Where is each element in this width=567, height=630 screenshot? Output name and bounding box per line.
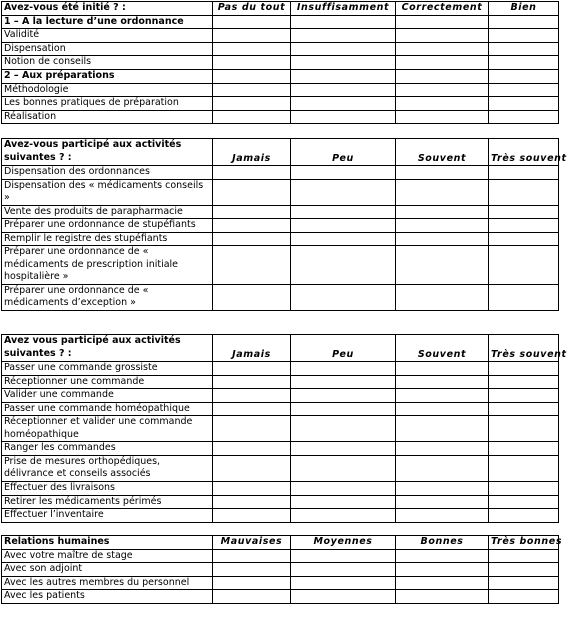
- row-label: Réceptionner une commande: [2, 375, 213, 389]
- rating-cell[interactable]: [213, 563, 291, 577]
- rating-cell[interactable]: [291, 42, 396, 56]
- rating-cell[interactable]: [291, 284, 396, 310]
- table-row: [2, 29, 559, 43]
- rating-cell[interactable]: [213, 232, 291, 246]
- activities-table-1: [1, 138, 567, 311]
- rating-cell[interactable]: [291, 402, 396, 416]
- rating-cell[interactable]: [213, 389, 291, 403]
- rating-cell[interactable]: [396, 442, 489, 456]
- table-row: [2, 563, 559, 577]
- column-header: Bien: [489, 2, 559, 16]
- column-header: Peu: [291, 139, 396, 166]
- rating-cell[interactable]: [291, 97, 396, 111]
- rating-cell[interactable]: [489, 389, 559, 403]
- table-row: [2, 416, 559, 442]
- rating-cell[interactable]: [396, 455, 489, 481]
- table-title: Avez-vous participé aux activités suivantes ? :: [2, 139, 213, 166]
- row-label: Dispensation: [2, 42, 213, 56]
- rating-cell[interactable]: [213, 69, 291, 83]
- rating-cell[interactable]: [213, 362, 291, 376]
- row-label: Réalisation: [2, 110, 213, 124]
- table-row: [2, 375, 559, 389]
- rating-cell[interactable]: [213, 375, 291, 389]
- header-row: [2, 2, 559, 16]
- table-row: [2, 246, 559, 285]
- column-header: Très bonnes: [489, 536, 559, 550]
- table-row: [2, 110, 559, 124]
- rating-cell[interactable]: [291, 232, 396, 246]
- table-row: [2, 389, 559, 403]
- rating-cell[interactable]: [396, 549, 489, 563]
- column-header: Insuffisamment: [291, 2, 396, 16]
- rating-cell[interactable]: [291, 219, 396, 233]
- row-label: Effectuer des livraisons: [2, 481, 213, 495]
- rating-cell[interactable]: [291, 166, 396, 180]
- table-title: Avez-vous été initié ? :: [2, 2, 213, 16]
- rating-cell[interactable]: [213, 455, 291, 481]
- rating-cell[interactable]: [291, 455, 396, 481]
- rating-cell[interactable]: [489, 205, 559, 219]
- row-label: Retirer les médicaments périmés: [2, 495, 213, 509]
- rating-cell[interactable]: [291, 495, 396, 509]
- row-label: Avec son adjoint: [2, 563, 213, 577]
- table-row: [2, 56, 559, 70]
- table-row: [2, 576, 559, 590]
- row-label: Avec votre maître de stage: [2, 549, 213, 563]
- rating-cell[interactable]: [489, 56, 559, 70]
- rating-cell[interactable]: [489, 442, 559, 456]
- section-heading: 2 – Aux préparations: [2, 69, 213, 83]
- rating-cell[interactable]: [489, 179, 559, 205]
- row-label: Effectuer l’inventaire: [2, 509, 213, 523]
- rating-cell[interactable]: [489, 549, 559, 563]
- row-label: Remplir le registre des stupéfiants: [2, 232, 213, 246]
- rating-cell[interactable]: [396, 402, 489, 416]
- row-label: Préparer une ordonnance de stupéfiants: [2, 219, 213, 233]
- rating-cell[interactable]: [489, 97, 559, 111]
- rating-cell[interactable]: [396, 219, 489, 233]
- rating-cell[interactable]: [396, 205, 489, 219]
- rating-cell[interactable]: [213, 166, 291, 180]
- rating-cell[interactable]: [396, 166, 489, 180]
- rating-cell[interactable]: [213, 402, 291, 416]
- table-row: [2, 402, 559, 416]
- rating-cell[interactable]: [291, 29, 396, 43]
- rating-cell[interactable]: [396, 416, 489, 442]
- rating-cell[interactable]: [396, 563, 489, 577]
- rating-cell[interactable]: [396, 509, 489, 523]
- row-label: Ranger les commandes: [2, 442, 213, 456]
- rating-cell[interactable]: [213, 219, 291, 233]
- table-title: Avez vous participé aux activités suivantes ? :: [2, 335, 213, 362]
- rating-cell[interactable]: [291, 509, 396, 523]
- rating-cell[interactable]: [213, 15, 291, 29]
- rating-cell[interactable]: [291, 179, 396, 205]
- rating-cell[interactable]: [396, 69, 489, 83]
- rating-cell[interactable]: [489, 375, 559, 389]
- rating-cell[interactable]: [489, 110, 559, 124]
- table-row: [2, 42, 559, 56]
- rating-cell[interactable]: [213, 29, 291, 43]
- initiation-table: [1, 1, 559, 124]
- row-label: Notion de conseils: [2, 56, 213, 70]
- rating-cell[interactable]: [213, 83, 291, 97]
- rating-cell[interactable]: [213, 246, 291, 285]
- rating-cell[interactable]: [291, 590, 396, 604]
- rating-cell[interactable]: [213, 416, 291, 442]
- rating-cell[interactable]: [291, 15, 396, 29]
- row-label: Prise de mesures orthopédiques, délivrance et conseils associés: [2, 455, 213, 481]
- column-header: Moyennes: [291, 536, 396, 550]
- table-row: [2, 362, 559, 376]
- column-header: Jamais: [213, 335, 291, 362]
- table-title: Relations humaines: [2, 536, 213, 550]
- rating-cell[interactable]: [396, 284, 489, 310]
- rating-cell[interactable]: [291, 442, 396, 456]
- rating-cell[interactable]: [213, 481, 291, 495]
- rating-cell[interactable]: [291, 576, 396, 590]
- table-row: [2, 166, 559, 180]
- table-row: [2, 284, 559, 310]
- row-label: Les bonnes pratiques de préparation: [2, 97, 213, 111]
- row-label: Validité: [2, 29, 213, 43]
- rating-cell[interactable]: [291, 110, 396, 124]
- rating-cell[interactable]: [213, 284, 291, 310]
- rating-cell[interactable]: [396, 15, 489, 29]
- column-header: Souvent: [396, 139, 489, 166]
- rating-cell[interactable]: [396, 590, 489, 604]
- rating-cell[interactable]: [396, 389, 489, 403]
- column-header: Mauvaises: [213, 536, 291, 550]
- table-row: [2, 15, 559, 29]
- rating-cell[interactable]: [396, 83, 489, 97]
- rating-cell[interactable]: [396, 110, 489, 124]
- row-label: Méthodologie: [2, 83, 213, 97]
- rating-cell[interactable]: [213, 110, 291, 124]
- row-label: Vente des produits de parapharmacie: [2, 205, 213, 219]
- row-label: Passer une commande homéopathique: [2, 402, 213, 416]
- rating-cell[interactable]: [213, 442, 291, 456]
- column-header: Correctement: [396, 2, 489, 16]
- rating-cell[interactable]: [291, 246, 396, 285]
- column-header: Bonnes: [396, 536, 489, 550]
- column-header: Jamais: [213, 139, 291, 166]
- table-row: [2, 205, 559, 219]
- rating-cell[interactable]: [213, 576, 291, 590]
- rating-cell[interactable]: [396, 42, 489, 56]
- rating-cell[interactable]: [213, 495, 291, 509]
- table-row: [2, 509, 559, 523]
- row-label: Préparer une ordonnance de « médicaments de prescription initiale hospitalière »: [2, 246, 213, 285]
- rating-cell[interactable]: [396, 29, 489, 43]
- rating-cell[interactable]: [291, 416, 396, 442]
- table-row: [2, 549, 559, 563]
- rating-cell[interactable]: [489, 69, 559, 83]
- table-row: [2, 455, 559, 481]
- table-row: [2, 83, 559, 97]
- rating-cell[interactable]: [396, 481, 489, 495]
- rating-cell[interactable]: [213, 179, 291, 205]
- rating-cell[interactable]: [396, 232, 489, 246]
- rating-cell[interactable]: [489, 42, 559, 56]
- rating-cell[interactable]: [291, 69, 396, 83]
- rating-cell[interactable]: [396, 495, 489, 509]
- rating-cell[interactable]: [396, 246, 489, 285]
- table-row: [2, 232, 559, 246]
- header-row: [2, 536, 559, 550]
- row-label: Dispensation des « médicaments conseils »: [2, 179, 213, 205]
- rating-cell[interactable]: [489, 219, 559, 233]
- table-row: [2, 179, 559, 205]
- rating-cell[interactable]: [213, 97, 291, 111]
- column-header: Très souvent: [489, 335, 559, 362]
- rating-cell[interactable]: [291, 205, 396, 219]
- rating-cell[interactable]: [291, 549, 396, 563]
- relations-table: [1, 535, 563, 604]
- rating-cell[interactable]: [489, 232, 559, 246]
- rating-cell[interactable]: [396, 375, 489, 389]
- rating-cell[interactable]: [396, 179, 489, 205]
- rating-cell[interactable]: [291, 83, 396, 97]
- rating-cell[interactable]: [489, 284, 559, 310]
- activities-table-2: [1, 334, 567, 523]
- rating-cell[interactable]: [396, 576, 489, 590]
- row-label: Passer une commande grossiste: [2, 362, 213, 376]
- rating-cell[interactable]: [213, 549, 291, 563]
- rating-cell[interactable]: [489, 576, 559, 590]
- header-row: [2, 139, 559, 166]
- section-heading: 1 – A la lecture d’une ordonnance: [2, 15, 213, 29]
- rating-cell[interactable]: [489, 563, 559, 577]
- rating-cell[interactable]: [489, 455, 559, 481]
- row-label: Avec les autres membres du personnel: [2, 576, 213, 590]
- rating-cell[interactable]: [489, 402, 559, 416]
- rating-cell[interactable]: [396, 56, 489, 70]
- rating-cell[interactable]: [213, 205, 291, 219]
- rating-cell[interactable]: [291, 362, 396, 376]
- rating-cell[interactable]: [291, 375, 396, 389]
- rating-cell[interactable]: [213, 590, 291, 604]
- rating-cell[interactable]: [396, 362, 489, 376]
- rating-cell[interactable]: [396, 97, 489, 111]
- rating-cell[interactable]: [489, 509, 559, 523]
- table-row: [2, 442, 559, 456]
- column-header: Souvent: [396, 335, 489, 362]
- rating-cell[interactable]: [489, 416, 559, 442]
- rating-cell[interactable]: [489, 29, 559, 43]
- column-header: Très souvent: [489, 139, 559, 166]
- table-row: [2, 69, 559, 83]
- rating-cell[interactable]: [489, 495, 559, 509]
- rating-cell[interactable]: [213, 56, 291, 70]
- column-header: Pas du tout: [213, 2, 291, 16]
- column-header: Peu: [291, 335, 396, 362]
- rating-cell[interactable]: [291, 481, 396, 495]
- rating-cell[interactable]: [291, 389, 396, 403]
- rating-cell[interactable]: [213, 509, 291, 523]
- table-row: [2, 219, 559, 233]
- table-row: [2, 97, 559, 111]
- table-row: [2, 495, 559, 509]
- rating-cell[interactable]: [489, 166, 559, 180]
- header-row: [2, 335, 559, 362]
- row-label: Préparer une ordonnance de « médicaments d’exception »: [2, 284, 213, 310]
- row-label: Avec les patients: [2, 590, 213, 604]
- row-label: Dispensation des ordonnances: [2, 166, 213, 180]
- rating-cell[interactable]: [489, 590, 559, 604]
- rating-cell[interactable]: [213, 42, 291, 56]
- rating-cell[interactable]: [291, 563, 396, 577]
- rating-cell[interactable]: [489, 481, 559, 495]
- rating-cell[interactable]: [489, 362, 559, 376]
- rating-cell[interactable]: [291, 56, 396, 70]
- rating-cell[interactable]: [489, 246, 559, 285]
- table-row: [2, 590, 559, 604]
- rating-cell[interactable]: [489, 15, 559, 29]
- rating-cell[interactable]: [489, 83, 559, 97]
- table-row: [2, 481, 559, 495]
- row-label: Valider une commande: [2, 389, 213, 403]
- row-label: Réceptionner et valider une commande homéopathique: [2, 416, 213, 442]
